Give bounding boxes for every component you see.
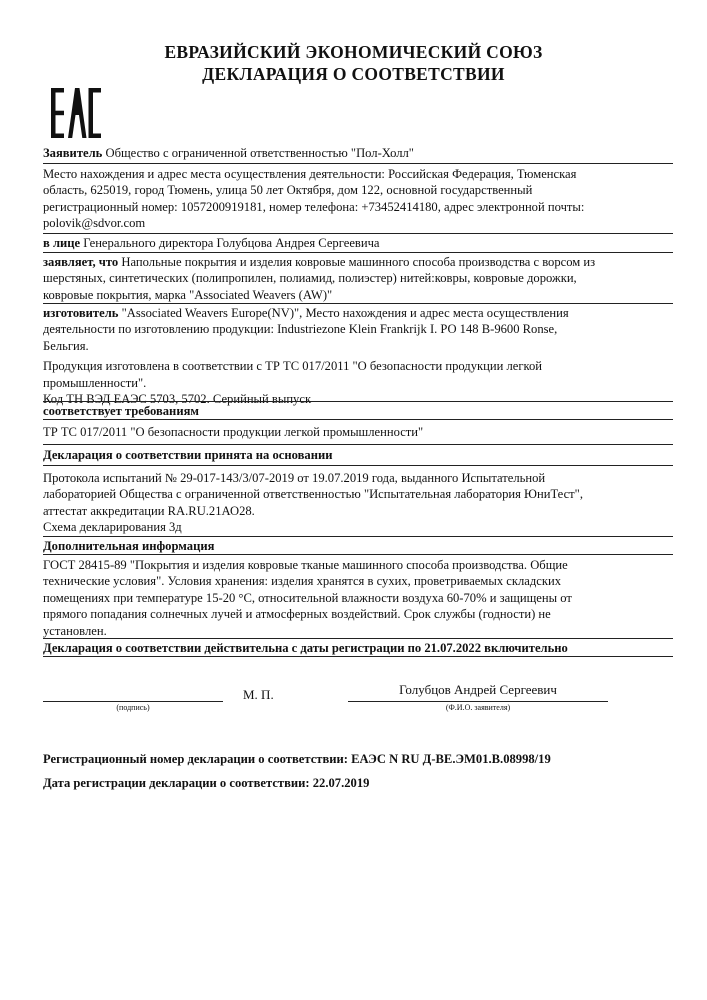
produced-line: промышленности". bbox=[43, 375, 147, 390]
scheme-line: Схема декларирования 3д bbox=[43, 520, 182, 535]
divider bbox=[43, 163, 673, 164]
manufacturer-line: Бельгия. bbox=[43, 338, 89, 353]
divider bbox=[43, 638, 673, 639]
additional-line: помещениях при температуре 15-20 °С, относительной влажности воздуха 60-70% и защищены от bbox=[43, 590, 572, 605]
additional-block bbox=[43, 557, 673, 639]
additional-line: прямого попадания солнечных лучей и атмосферных воздействий. Срок службы (годности) не bbox=[43, 607, 551, 622]
registration-number: Регистрационный номер декларации о соответствии: ЕАЭС N RU Д-ВЕ.ЭМ01.В.08998/19 bbox=[43, 752, 551, 766]
basis-line: Протокола испытаний № 29-017-143/3/07-2019 от 19.07.2019 года, выданного Испытательной bbox=[43, 471, 546, 485]
person-value: Генерального директора Голубцова Андрея Сергеевича bbox=[83, 236, 380, 250]
signature-line bbox=[43, 701, 223, 702]
divider bbox=[43, 419, 673, 420]
declares-label: заявляет, что bbox=[43, 255, 119, 269]
additional-line: технические условия". Условия хранения: изделия хранятся в сухих, проветриваемых складских bbox=[43, 574, 562, 589]
produced-line: Продукция изготовлена в соответствии с ТР ТС 017/2011 "О безопасности продукции легкой bbox=[43, 359, 543, 374]
divider bbox=[43, 656, 673, 657]
address-block bbox=[43, 166, 673, 232]
basis-line: лабораторией Общества с ограниченной ответственностью "Испытательная лаборатория ЮниТест", bbox=[43, 487, 583, 502]
divider bbox=[43, 554, 673, 555]
applicant-value: Общество с ограниченной ответственностью "Пол-Холл" bbox=[105, 146, 414, 160]
registration-date: Дата регистрации декларации о соответствии: 22.07.2019 bbox=[43, 776, 370, 790]
email-line: polovik@sdvor.com bbox=[43, 216, 146, 231]
requirements-label: соответствует требованиям bbox=[43, 404, 199, 418]
declares-block bbox=[43, 254, 673, 303]
address-line: Место нахождения и адрес места осуществления деятельности: Российская Федерация, Тюменская bbox=[43, 167, 577, 181]
divider bbox=[43, 536, 673, 537]
person-label: в лице bbox=[43, 236, 81, 250]
manufacturer-label: изготовитель bbox=[43, 306, 119, 320]
divider bbox=[43, 303, 673, 304]
divider bbox=[43, 233, 673, 234]
divider bbox=[43, 465, 673, 466]
person-row bbox=[43, 235, 673, 251]
applicant-label: Заявитель bbox=[43, 146, 103, 160]
validity-text: Декларация о соответствии действительна с даты регистрации по 21.07.2022 включительно bbox=[43, 641, 568, 655]
address-line: регистрационный номер: 1057200919181, номер телефона: +73452414180, адрес электронной почты: bbox=[43, 199, 585, 214]
union-title: ЕВРАЗИЙСКИЙ ЭКОНОМИЧЕСКИЙ СОЮЗ bbox=[164, 42, 543, 62]
name-caption: (Ф.И.О. заявителя) bbox=[445, 703, 511, 712]
basis-line: аттестат аккредитации RA.RU.21АО28. bbox=[43, 503, 255, 518]
declares-line: Напольные покрытия и изделия ковровые машинного способа производства с ворсом из bbox=[121, 255, 596, 269]
code-line: Код ТН ВЭД ЕАЭС 5703, 5702. Серийный выпуск bbox=[43, 392, 312, 407]
declares-line: шерстяных, синтетических (полипропилен, полиамид, полиэстер) нитей:ковры, ковровые дорожки, bbox=[43, 271, 577, 286]
manufacturer-line: "Associated Weavers Europe(NV)", Место нахождения и адрес места осуществления bbox=[121, 306, 569, 320]
basis-heading bbox=[43, 447, 673, 463]
declares-line: ковровые покрытия, марка "Associated Weavers (AW)" bbox=[43, 287, 333, 302]
applicant-row bbox=[43, 145, 673, 161]
manufacturer-line: деятельности по изготовлению продукции: Industriezone Klein Frankrijk I. PO 148 B-9600 Ronse, bbox=[43, 322, 558, 337]
eac-logo bbox=[51, 88, 101, 138]
address-line: область, 625019, город Тюмень, улица 50 лет Октября, дом 122, основной государственный bbox=[43, 183, 533, 198]
additional-label: Дополнительная информация bbox=[43, 539, 215, 553]
additional-line: установлен. bbox=[43, 623, 107, 638]
requirements-block bbox=[43, 403, 673, 419]
stamp-label: М. П. bbox=[243, 687, 274, 702]
additional-line: ГОСТ 28415-89 "Покрытия и изделия ковровые тканые машинного способа производства. Общие bbox=[43, 558, 568, 572]
divider bbox=[43, 252, 673, 253]
divider bbox=[43, 401, 673, 402]
document-title: ДЕКЛАРАЦИЯ О СООТВЕТСТВИИ bbox=[202, 64, 505, 84]
requirements-value: ТР ТС 017/2011 "О безопасности продукции легкой промышленности" bbox=[43, 425, 424, 439]
manufacturer-block bbox=[43, 305, 673, 407]
signatory-name: Голубцов Андрей Сергеевич bbox=[399, 682, 557, 697]
basis-label: Декларация о соответствии принята на основании bbox=[43, 448, 333, 462]
name-line bbox=[348, 701, 608, 702]
basis-block bbox=[43, 470, 673, 536]
validity-row bbox=[43, 640, 673, 656]
divider bbox=[43, 444, 673, 445]
signature-caption: (подпись) bbox=[116, 703, 150, 712]
additional-heading bbox=[43, 538, 673, 554]
